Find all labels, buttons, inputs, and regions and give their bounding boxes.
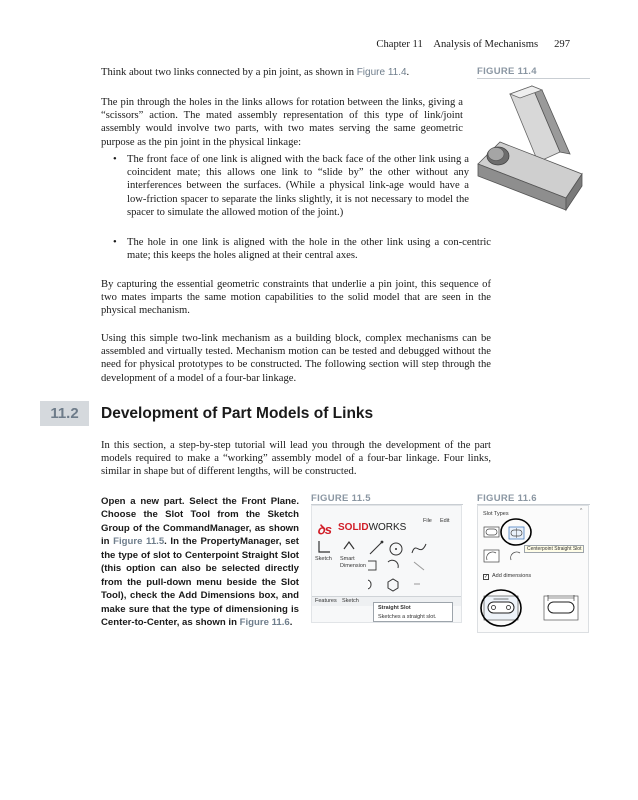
figure-11-4-label: FIGURE 11.4 bbox=[477, 66, 537, 77]
body-paragraph: By capturing the essential geometric constraints that underlie a pin joint, this sequence of two mates imparts the same motion capabilities to the solid model that are seen in the physical mechanism. bbox=[101, 279, 491, 317]
figure-11-4-pin-joint-image bbox=[470, 82, 595, 222]
add-dimensions-label: Add dimensions bbox=[492, 573, 532, 579]
section-title: Development of Part Models of Links bbox=[101, 405, 374, 422]
menu-edit[interactable]: Edit bbox=[440, 518, 450, 524]
slot-type-tooltip: Centerpoint Straight Slot bbox=[524, 545, 584, 553]
tab-sketch[interactable]: Sketch bbox=[342, 598, 359, 604]
figure-reference[interactable]: Figure 11.4 bbox=[356, 67, 407, 78]
smart-dimension-label: Smart Dimension bbox=[340, 556, 366, 569]
figure-11-5-solidworks-toolbar bbox=[311, 505, 462, 623]
sketch-tool-label: Sketch bbox=[315, 556, 332, 562]
tutorial-instruction: Open a new part. Select the Front Plane. Choose the Slot Tool from the Sketch Group of the CommandManager, as shown in Figure 11.5. In the PropertyManager, set the type of slot to Centerpoint Straight Slot (this option can also be selected directly from the pull-down menu beside the Slot Tool), check the Add Dimensions box, and make sure that the type of dimensioning is Center-to-Center, as shown in Figure 11.6. bbox=[101, 496, 299, 629]
chapter-title: Analysis of Mechanisms bbox=[433, 39, 539, 50]
bullet-list bbox=[113, 236, 491, 262]
body-paragraph: Using this simple two-link mechanism as a building block, complex mechanisms can be assembled and virtually tested. Mechanism motion can be tested and debugged without the need for physical prototypes to be constructed. The following section will step through the development of a model of a four-bar linkage. bbox=[101, 333, 491, 384]
bullet-list bbox=[113, 153, 469, 219]
body-paragraph: In this section, a step-by-step tutorial will lead you through the development of the part models required to make a “working” assembly model of a four-bar linkage. Four links, similar in shape but of different lengths, will be constructed. bbox=[101, 440, 491, 478]
bullet-item: • The hole in one link is aligned with the hole in the other link using a con-centric mate; this keeps the holes aligned at their central axes. bbox=[113, 237, 491, 262]
figure-11-6-slot-property-manager bbox=[477, 505, 589, 633]
add-dimensions-checkbox[interactable]: ✓ bbox=[484, 574, 489, 580]
figure-11-5-label: FIGURE 11.5 bbox=[311, 493, 371, 504]
highlight-circle bbox=[498, 516, 534, 548]
figure-rule bbox=[477, 78, 590, 79]
tooltip-body: Sketches a straight slot. bbox=[378, 614, 437, 620]
figure-11-6-label: FIGURE 11.6 bbox=[477, 493, 537, 504]
collapse-icon[interactable]: ˆ bbox=[580, 509, 583, 516]
dimension-type-icons bbox=[480, 586, 588, 632]
bullet-item: • The front face of one link is aligned with the back face of the other link using a coincident mate; this allows one link to “slide by” the other without any interferences between the surfaces. (While a physical link-age would have a low-friction spacer to separate the links slightly, it is not necessary to model the spacer to simulate the allowed motion of the joint.) bbox=[113, 154, 469, 218]
figure-reference[interactable]: Figure 11.6 bbox=[239, 617, 290, 629]
sketch-tool-icon[interactable] bbox=[316, 539, 334, 555]
bullet-dot: • bbox=[113, 154, 117, 165]
solidworks-brand: SOLIDWORKS bbox=[338, 522, 407, 533]
running-head bbox=[376, 38, 570, 51]
page-number: 297 bbox=[554, 39, 570, 50]
menu-file[interactable]: File bbox=[423, 518, 432, 524]
tooltip bbox=[373, 602, 453, 622]
tooltip-title: Straight Slot bbox=[378, 605, 411, 611]
bullet-dot: • bbox=[113, 237, 117, 248]
slot-types-title: Slot Types bbox=[483, 511, 509, 517]
ds-logo-icon: ꝺs bbox=[317, 522, 333, 537]
section-number: 11.2 bbox=[40, 401, 89, 426]
body-paragraph: The pin through the holes in the links allows for rotation between the links, giving a “scissors” action. The mated assembly representation of this type of link/joint assembly would involve two parts, with two mates serving the same geometric purpose as the pin joint in the physical linkage: bbox=[101, 97, 463, 148]
chapter-label: Chapter 11 bbox=[376, 39, 423, 50]
intro-paragraph: Think about two links connected by a pin joint, as shown in Figure 11.4. bbox=[101, 67, 410, 78]
smart-dimension-icon[interactable] bbox=[340, 539, 358, 555]
figure-reference[interactable]: Figure 11.5 bbox=[113, 536, 165, 548]
tab-features[interactable]: Features bbox=[315, 598, 337, 604]
